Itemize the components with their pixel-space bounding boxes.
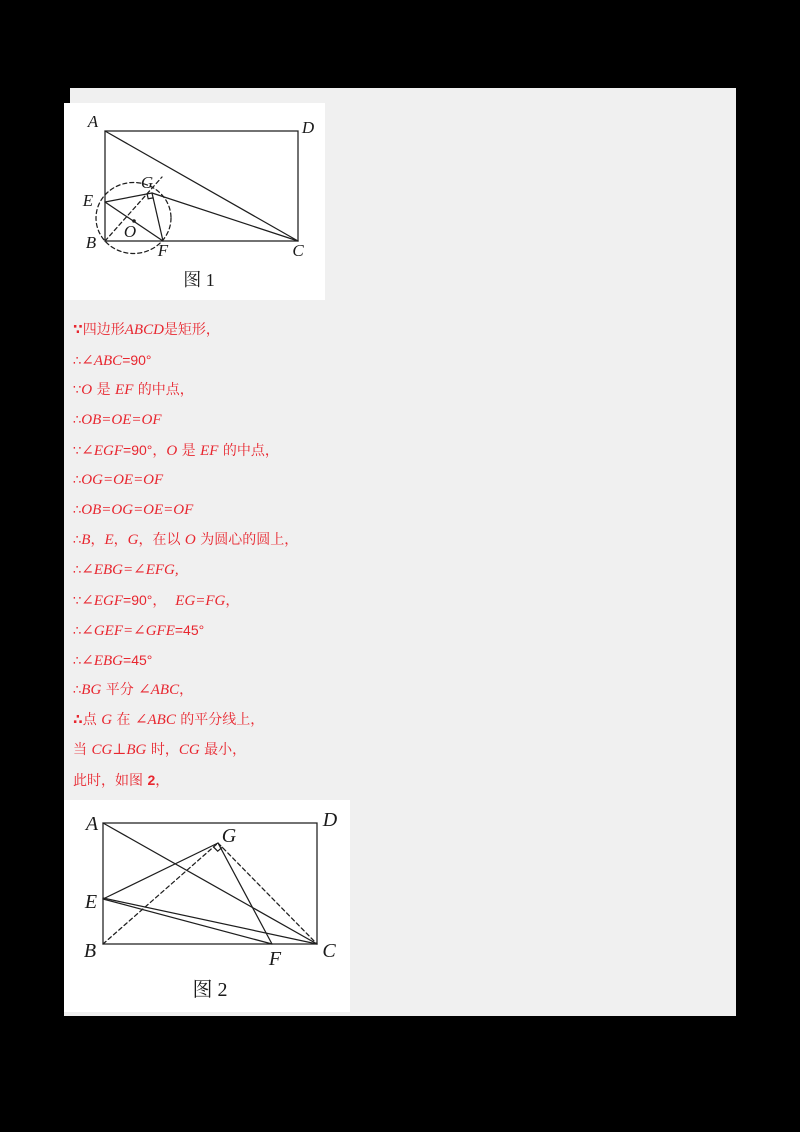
solution-segment: 最小， — [199, 742, 247, 758]
solution-segment: ， — [113, 532, 128, 548]
segment-gc — [152, 193, 298, 241]
solution-segment: ∴ — [73, 654, 82, 669]
solution-segment: O — [81, 382, 93, 398]
solution-segment: ∠EBG=∠EFG, — [81, 562, 179, 578]
label-a: A — [85, 813, 99, 835]
solution-segment: B — [81, 532, 91, 548]
solution-line — [73, 735, 673, 765]
solution-segment: BG — [81, 682, 102, 698]
label-d: D — [301, 118, 315, 137]
solution-segment: CG — [178, 742, 200, 758]
solution-segment: ∴ — [73, 473, 82, 488]
label-a: A — [87, 112, 99, 131]
label-f: F — [157, 241, 169, 260]
solution-segment: ∴ — [73, 624, 82, 639]
solution-segment: 的平分线上， — [175, 712, 265, 728]
solution-segment: 2 — [147, 772, 156, 788]
solution-segment: 的中点， — [133, 382, 194, 398]
solution-segment: ∵ — [73, 444, 82, 459]
solution-segment: 是矩形， — [163, 322, 220, 338]
solution-segment: ∴ — [73, 563, 82, 578]
solution-line — [73, 315, 673, 345]
solution-segment: ∴ — [73, 354, 82, 369]
solution-line — [73, 525, 673, 555]
solution-line — [73, 585, 673, 615]
solution-segment: ， — [152, 443, 167, 459]
figure-2-diagram — [64, 800, 350, 1012]
solution-segment: ， — [155, 773, 170, 789]
solution-segment: 平分 — [101, 682, 139, 698]
solution-segment: ， — [179, 682, 194, 698]
solution-segment: ∴ — [73, 533, 82, 548]
solution-segment: =45° — [123, 652, 153, 668]
solution-segment: O — [166, 443, 178, 459]
solution-segment: 四边形 — [82, 322, 125, 338]
solution-line — [73, 645, 673, 675]
solution-segment: CG⊥BG — [91, 742, 147, 758]
segment-gf — [152, 193, 163, 241]
solution-text — [73, 315, 673, 795]
dashed-segment-gc — [218, 843, 317, 944]
solution-segment: O — [184, 532, 196, 548]
solution-segment: =90° — [122, 352, 152, 368]
solution-segment: =90° — [123, 442, 153, 458]
segment-eg — [105, 193, 152, 202]
label-f: F — [268, 948, 282, 970]
solution-line — [73, 615, 673, 645]
solution-segment: G — [101, 712, 113, 728]
solution-segment: ∠ABC — [81, 353, 123, 369]
label-c: C — [322, 940, 336, 962]
page-corner-notch — [64, 88, 70, 103]
label-g: G — [140, 173, 154, 192]
solution-line — [73, 375, 673, 405]
solution-segment: 是 — [92, 382, 116, 398]
solution-segment: 的中点， — [218, 443, 279, 459]
figure-1-caption: 图 1 — [183, 270, 215, 290]
solution-line — [73, 435, 673, 465]
solution-segment: ∵ — [73, 322, 83, 338]
solution-segment: 在 — [112, 712, 135, 728]
solution-segment: =45° — [174, 622, 205, 638]
right-angle-mark — [214, 847, 223, 851]
solution-line — [73, 765, 673, 795]
solution-segment: EF — [115, 382, 134, 398]
solution-segment: ABCD — [124, 322, 164, 338]
solution-segment: 是 — [177, 443, 201, 459]
figure-2-caption: 图 2 — [192, 979, 228, 1001]
solution-line — [73, 495, 673, 525]
solution-segment: EF — [200, 443, 219, 459]
figure-1-diagram — [64, 103, 325, 300]
solution-line — [73, 705, 673, 735]
label-e: E — [82, 191, 94, 210]
solution-segment: ∵ — [73, 594, 82, 609]
figure-2 — [64, 800, 350, 1012]
solution-segment: ∵ — [73, 383, 82, 398]
solution-segment: EG=FG — [175, 593, 226, 609]
solution-segment: ， — [90, 532, 105, 548]
solution-line — [73, 555, 673, 585]
solution-segment: ∠EBG — [81, 653, 124, 669]
solution-segment: OB=OG=OE=OF — [81, 502, 194, 518]
solution-segment: ∴ — [73, 683, 82, 698]
label-b: B — [85, 233, 97, 252]
segment-ec — [103, 898, 317, 944]
solution-segment: 点 — [82, 712, 102, 728]
solution-segment: E — [104, 532, 114, 548]
solution-segment: OG=OE=OF — [81, 472, 164, 488]
solution-segment: ， — [152, 593, 176, 609]
solution-segment: ∠GEF=∠GFE — [81, 623, 175, 639]
label-d: D — [322, 809, 338, 831]
solution-line — [73, 675, 673, 705]
solution-segment: ∠ABC — [138, 682, 180, 698]
solution-line — [73, 465, 673, 495]
label-c: C — [292, 241, 304, 260]
solution-segment: 当 — [73, 742, 92, 758]
solution-segment: ∠EGF — [81, 593, 124, 609]
label-g: G — [221, 825, 237, 847]
solution-segment: 为圆心的圆上， — [195, 532, 299, 548]
solution-segment: ，在以 — [138, 532, 185, 548]
solution-segment: ∠ABC — [134, 712, 176, 728]
solution-segment: OB=OE=OF — [81, 412, 162, 428]
solution-segment: G — [127, 532, 139, 548]
solution-segment: ∠EGF — [81, 443, 124, 459]
solution-segment: ∴ — [73, 503, 82, 518]
figure-1 — [64, 103, 325, 300]
solution-segment: 时， — [146, 742, 179, 758]
solution-line — [73, 345, 673, 375]
solution-segment: 此时，如图 — [73, 773, 148, 789]
segment-eg — [103, 843, 218, 899]
solution-segment: ∴ — [73, 413, 82, 428]
segment-ef — [103, 899, 272, 944]
solution-segment: ， — [225, 593, 240, 609]
label-o: O — [123, 222, 137, 241]
label-e: E — [84, 891, 98, 913]
label-b: B — [83, 940, 97, 962]
dashed-segment-bg — [103, 843, 218, 944]
solution-segment: =90° — [123, 592, 153, 608]
solution-segment: ∴ — [73, 712, 83, 728]
solution-line — [73, 405, 673, 435]
